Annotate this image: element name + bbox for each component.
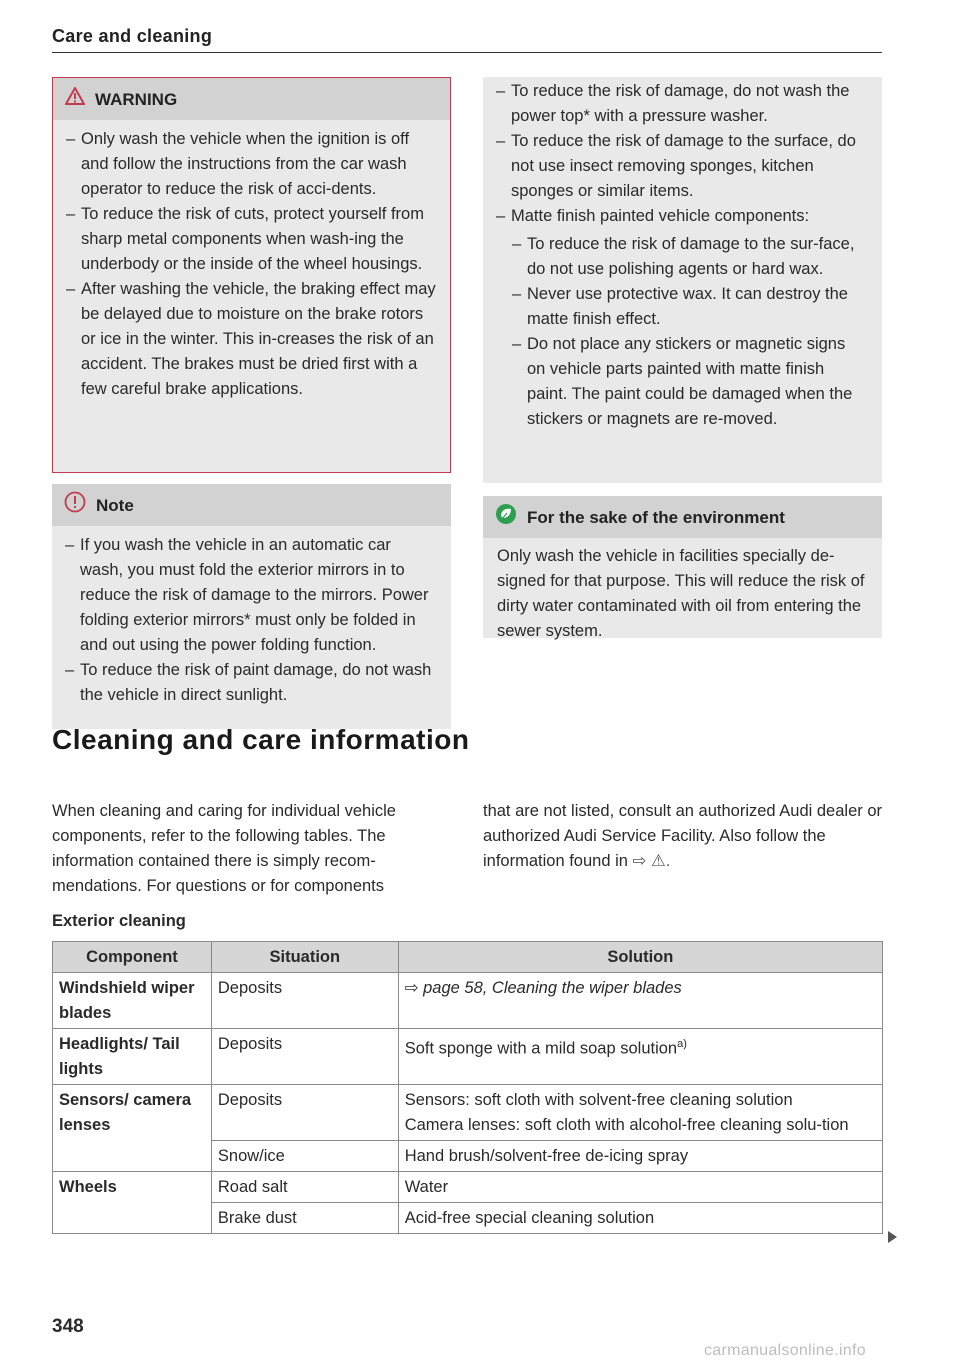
list-item: – To reduce the risk of cuts, protect yourself from sharp metal components when wash-ing the underbody or the inside of the wheel housings. bbox=[53, 202, 436, 277]
warning-reference-link[interactable]: ⇨ ⚠. bbox=[632, 852, 671, 870]
solution-text: Soft sponge with a mild soap solution bbox=[404, 1039, 678, 1058]
note-list bbox=[52, 533, 437, 708]
warning-box bbox=[52, 77, 451, 473]
footnote-marker: a) bbox=[677, 1038, 687, 1050]
environment-leaf-icon bbox=[495, 503, 517, 532]
table-header-row bbox=[53, 942, 883, 973]
note-title-bar bbox=[52, 484, 451, 526]
situation-cell: Road salt bbox=[211, 1172, 398, 1203]
note-continued-box bbox=[483, 77, 882, 483]
note-exclamation-icon bbox=[64, 491, 86, 520]
list-item: – To reduce the risk of damage to the surface, do not use insect removing sponges, kitchen sponges or similar items. bbox=[483, 129, 868, 204]
section-title: Cleaning and care information bbox=[52, 724, 470, 755]
table-caption: Exterior cleaning bbox=[52, 912, 186, 930]
situation-cell: Brake dust bbox=[211, 1203, 398, 1234]
environment-title: For the sake of the environment bbox=[527, 507, 785, 527]
environment-text: Only wash the vehicle in facilities specially de-signed for that purpose. This will reduce the risk of dirty water contaminated with oil from entering the sewer system. bbox=[497, 547, 865, 640]
solution-cell: Water bbox=[398, 1172, 882, 1203]
intro-text-right bbox=[483, 799, 883, 874]
column-header: Situation bbox=[211, 942, 398, 973]
page-number: 348 bbox=[52, 1316, 84, 1337]
intro-text-right-body: that are not listed, consult an authorized Audi dealer or authorized Audi Service Facility. Also follow the information found in bbox=[483, 802, 883, 870]
situation-cell: Deposits bbox=[211, 973, 398, 1029]
situation-cell: Snow/ice bbox=[211, 1141, 398, 1172]
solution-link[interactable]: ⇨ page 58, Cleaning the wiper blades bbox=[398, 973, 882, 1029]
list-item-label: Matte finish painted vehicle components: bbox=[511, 207, 810, 225]
solution-cell: Hand brush/solvent-free de-icing spray bbox=[398, 1141, 882, 1172]
table-row bbox=[53, 1029, 883, 1085]
component-cell: Wheels bbox=[53, 1172, 212, 1234]
list-item: – To reduce the risk of paint damage, do not wash the vehicle in direct sunlight. bbox=[52, 658, 437, 708]
sub-list-item: – Do not place any stickers or magnetic signs on vehicle parts painted with matte finish paint. The paint could be damaged when the stickers or magnets are re-moved. bbox=[511, 332, 868, 432]
situation-cell: Deposits bbox=[211, 1085, 398, 1141]
solution-text: Sensors: soft cloth with solvent-free cleaning solution bbox=[404, 1091, 793, 1109]
solution-cell: Acid-free special cleaning solution bbox=[398, 1203, 882, 1234]
sub-list-item: – To reduce the risk of damage to the sur-face, do not use polishing agents or hard wax. bbox=[511, 232, 868, 282]
note-title: Note bbox=[96, 495, 134, 515]
solution-cell bbox=[398, 1029, 882, 1085]
matte-sublist bbox=[511, 232, 868, 432]
column-header: Component bbox=[53, 942, 212, 973]
list-item bbox=[483, 204, 868, 432]
note-continued-list bbox=[483, 79, 868, 432]
page-header bbox=[52, 24, 882, 53]
warning-triangle-icon bbox=[65, 87, 85, 112]
list-item: – After washing the vehicle, the braking effect may be delayed due to moisture on the brake rotors or ice in the winter. This in-creases the risk of an accident. The brakes must be dried first with a few careful brake applications. bbox=[53, 277, 436, 402]
note-box bbox=[52, 484, 451, 729]
sub-list-item: – Never use protective wax. It can destroy the matte finish effect. bbox=[511, 282, 868, 332]
continue-arrow-icon bbox=[888, 1231, 897, 1243]
intro-text-left: When cleaning and caring for individual vehicle components, refer to the following tables. The information contained there is simply recom-mendations. For questions or for components bbox=[52, 802, 396, 895]
watermark: carmanualsonline.info bbox=[704, 1342, 866, 1359]
solution-text: Camera lenses: soft cloth with alcohol-free cleaning solu-tion bbox=[404, 1116, 849, 1134]
header-title: Care and cleaning bbox=[52, 26, 213, 46]
warning-title-bar bbox=[53, 78, 450, 120]
warning-title: WARNING bbox=[95, 89, 178, 109]
list-item: – Only wash the vehicle when the ignition is off and follow the instructions from the car wash operator to reduce the risk of acci-dents. bbox=[53, 127, 436, 202]
warning-list bbox=[53, 127, 436, 402]
table-row bbox=[53, 1172, 883, 1203]
component-cell: Sensors/ camera lenses bbox=[53, 1085, 212, 1172]
list-item: – To reduce the risk of damage, do not wash the power top* with a pressure washer. bbox=[483, 79, 868, 129]
component-cell: Windshield wiper blades bbox=[53, 973, 212, 1029]
list-item: – If you wash the vehicle in an automatic car wash, you must fold the exterior mirrors in to reduce the risk of damage to the mirrors. Power folding exterior mirrors* must only be folded in and out using the power folding function. bbox=[52, 533, 437, 658]
exterior-cleaning-table bbox=[52, 941, 883, 1234]
solution-cell bbox=[398, 1085, 882, 1141]
table-row bbox=[53, 973, 883, 1029]
situation-cell: Deposits bbox=[211, 1029, 398, 1085]
environment-title-bar bbox=[483, 496, 882, 538]
environment-box bbox=[483, 496, 882, 638]
component-cell: Headlights/ Tail lights bbox=[53, 1029, 212, 1085]
column-header: Solution bbox=[398, 942, 882, 973]
table-row bbox=[53, 1085, 883, 1141]
